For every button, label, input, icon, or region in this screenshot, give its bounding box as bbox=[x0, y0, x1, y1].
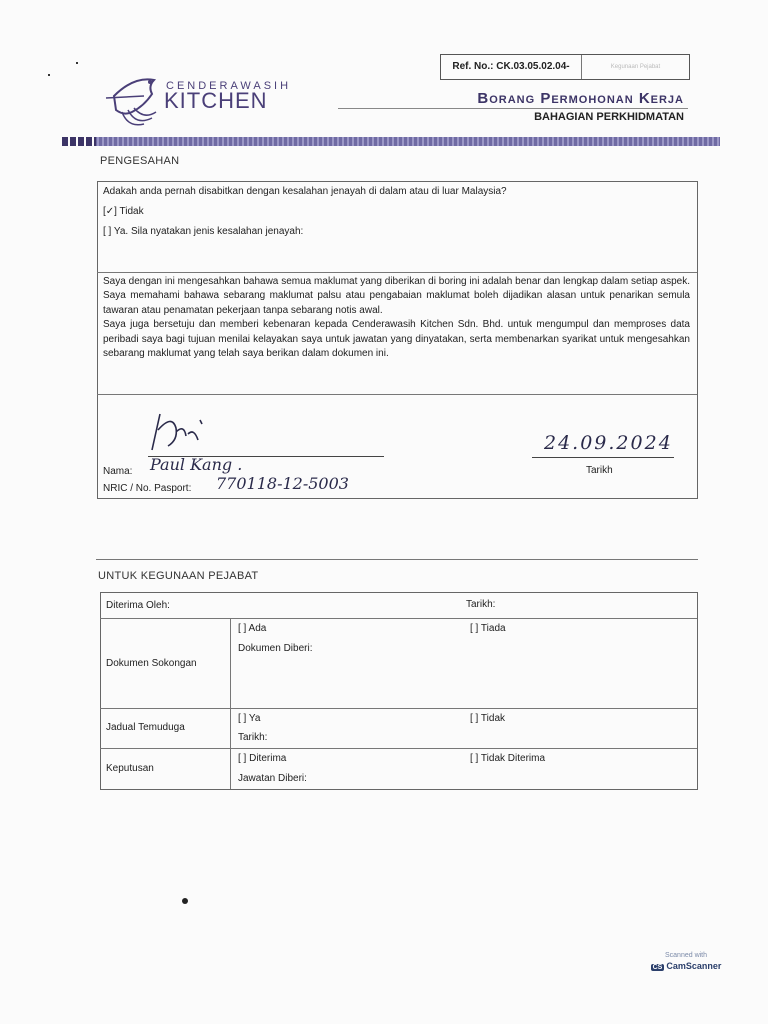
tarikh-label: Tarikh bbox=[586, 465, 613, 476]
scan-speck bbox=[76, 62, 78, 64]
option-tidak-checked[interactable]: [✓] Tidak bbox=[103, 206, 144, 217]
reference-number: Ref. No.: CK.03.05.02.04- bbox=[441, 55, 582, 79]
camscanner-watermark bbox=[646, 952, 726, 984]
option-ya-temuduga[interactable]: [ ] Ya bbox=[238, 713, 261, 724]
logo-text-main: KITCHEN bbox=[164, 88, 268, 113]
section-heading-pejabat: UNTUK KEGUNAAN PEJABAT bbox=[98, 570, 259, 582]
tarikh-temuduga-label: Tarikh: bbox=[238, 732, 268, 743]
section-divider bbox=[96, 559, 698, 560]
title-underline bbox=[338, 108, 688, 109]
keputusan-label: Keputusan bbox=[106, 763, 154, 774]
option-ada[interactable]: [ ] Ada bbox=[238, 623, 267, 634]
option-tidak-diterima[interactable]: [ ] Tidak Diterima bbox=[470, 753, 546, 764]
nric-handwritten: 770118-12-5003 bbox=[216, 474, 349, 493]
option-tiada[interactable]: [ ] Tiada bbox=[470, 623, 506, 634]
signature-mark bbox=[148, 410, 218, 454]
table-column-divider bbox=[230, 618, 231, 789]
nama-label: Nama: bbox=[103, 466, 133, 477]
dokumen-diberi-label: Dokumen Diberi: bbox=[238, 643, 313, 654]
declaration-paragraph-2: Saya juga bersetuju dan memberi kebenaran kepada Cenderawasih Kitchen Sdn. Bhd. untuk mengumpul dan memproses data peribadi saya bagi tujuan menilai kelayakan saya untuk jawatan yang dinyatakan, serta membenarkan syarikat untuk mengesahkan sebarang maklumat yang telah saya berikan dalam dokumen ini. bbox=[103, 319, 690, 360]
header-banner-accent bbox=[62, 137, 96, 146]
divider-line bbox=[97, 272, 697, 273]
camscanner-icon: CS bbox=[652, 964, 663, 971]
date-handwritten: 24.09.2024 bbox=[544, 432, 673, 454]
nama-handwritten: Paul Kang . bbox=[150, 455, 243, 474]
dokumen-sokongan-label: Dokumen Sokongan bbox=[106, 658, 197, 669]
watermark-caption: Scanned with bbox=[664, 952, 708, 959]
header-banner-bar bbox=[64, 137, 720, 146]
criminal-question: Adakah anda pernah disabitkan dengan kesalahan jenayah di dalam atau di luar Malaysia? bbox=[103, 186, 507, 197]
tarikh-office-label: Tarikh: bbox=[466, 599, 496, 610]
form-title: Borang Permohonan Kerja bbox=[477, 90, 684, 107]
scan-speck bbox=[182, 898, 188, 904]
option-diterima[interactable]: [ ] Diterima bbox=[238, 753, 287, 764]
table-row-divider bbox=[100, 708, 697, 709]
declaration-paragraph-1: Saya dengan ini mengesahkan bahawa semua maklumat yang diberikan di boring ini adalah benar dan lengkap dalam setiap aspek. Saya memahami bahawa sebarang maklumat palsu atau pengabaian maklumat boleh dijadikan alasan untuk penarikan semula tawaran atau penamatan pekerjaan tanpa sebarang notis awal. bbox=[103, 276, 690, 316]
form-subtitle: BAHAGIAN PERKHIDMATAN bbox=[534, 111, 684, 123]
office-use-table bbox=[100, 592, 698, 790]
logo-text-top: CENDERAWASIH bbox=[166, 80, 292, 92]
reference-number-box bbox=[440, 54, 690, 80]
option-ya[interactable]: [ ] Ya. Sila nyatakan jenis kesalahan jenayah: bbox=[103, 226, 304, 237]
table-row-divider bbox=[100, 748, 697, 749]
option-tidak-temuduga[interactable]: [ ] Tidak bbox=[470, 713, 506, 724]
watermark-brand-text: CamScanner bbox=[666, 961, 722, 971]
table-row-divider bbox=[100, 618, 697, 619]
divider-line bbox=[97, 394, 697, 395]
watermark-brand bbox=[646, 961, 726, 971]
office-stamp: Kegunaan Pejabat bbox=[610, 64, 661, 70]
nric-label: NRIC / No. Pasport: bbox=[103, 483, 192, 494]
date-line bbox=[532, 457, 674, 458]
jadual-temuduga-label: Jadual Temuduga bbox=[106, 722, 185, 733]
section-heading-pengesahan: PENGESAHAN bbox=[100, 155, 180, 167]
scan-speck bbox=[48, 74, 50, 76]
jawatan-diberi-label: Jawatan Diberi: bbox=[238, 773, 307, 784]
diterima-oleh-label: Diterima Oleh: bbox=[106, 600, 170, 611]
declaration-text bbox=[103, 275, 690, 361]
